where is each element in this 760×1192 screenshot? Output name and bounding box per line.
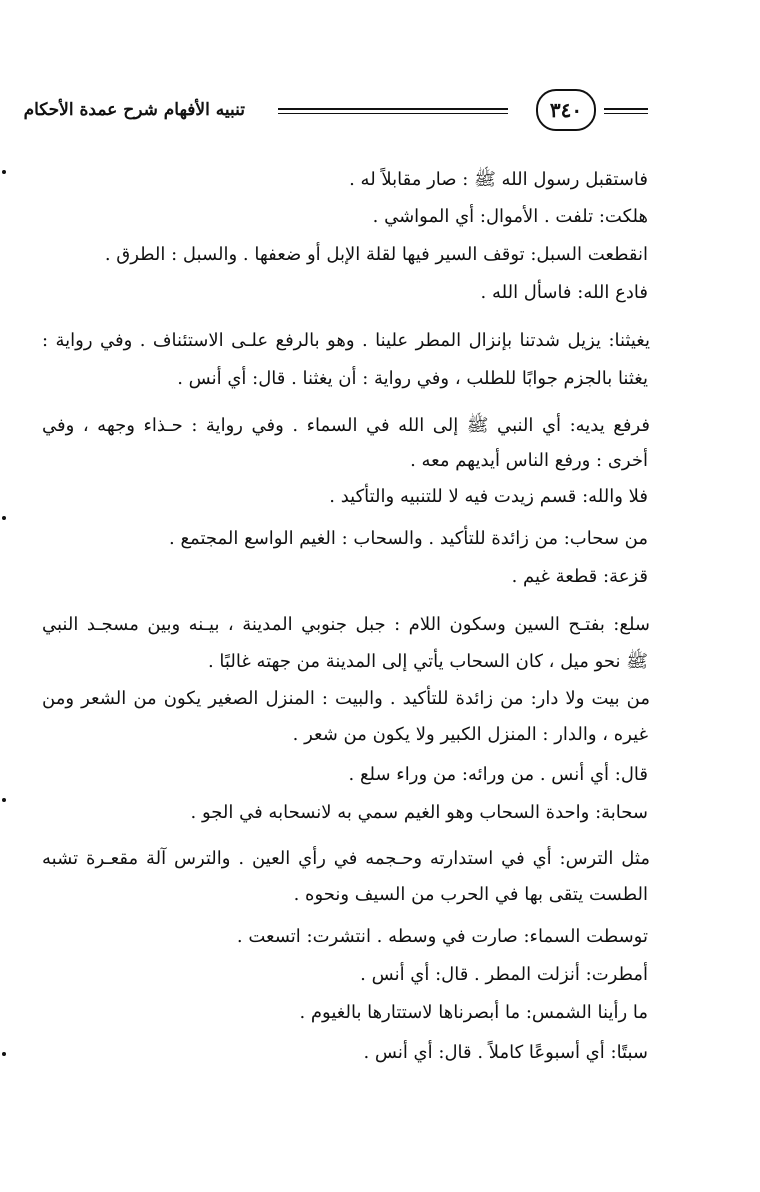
page-header: [0, 86, 760, 136]
text-line: سبتًا: أي أسبوعًا كاملاً . قال: أي أنس .: [363, 1042, 648, 1063]
text-line: أمطرت: أنزلت المطر . قال: أي أنس .: [360, 964, 648, 985]
text-line: انقطعت السبل: توقف السير فيها لقلة الإبل أو ضعفها . والسبل : الطرق .: [104, 244, 648, 265]
text-line: يغيثنا: يزيل شدتنا بإنزال المطر علينا . وهو بالرفع علـى الاستئناف . وفي رواية :: [42, 330, 650, 351]
text-line: غيره ، والدار : المنزل الكبير ولا يكون من شعر .: [292, 724, 648, 745]
margin-mark: [2, 1052, 6, 1056]
text-line: سلع: بفتـح السين وسكون اللام : جبل جنوبي المدينة ، بيـنه وبين مسجـد النبي: [42, 614, 650, 635]
header-rule-right: [604, 108, 648, 114]
text-line: قال: أي أنس . من ورائه: من وراء سلع .: [348, 764, 648, 785]
page-number: ٣٤٠: [536, 89, 596, 131]
running-title: تنبيه الأفهام شرح عمدة الأحكام: [23, 100, 245, 120]
margin-mark: [2, 798, 6, 802]
text-line: ﷺ نحو ميل ، كان السحاب يأتي إلى المدينة من جهته غالبًا .: [207, 651, 648, 672]
text-line: أخرى : ورفع الناس أيديهم معه .: [410, 450, 648, 471]
margin-mark: [2, 516, 6, 520]
text-line: قزعة: قطعة غيم .: [511, 566, 648, 587]
text-line: سحابة: واحدة السحاب وهو الغيم سمي به لانسحابه في الجو .: [190, 802, 648, 823]
text-line: من بيت ولا دار: من زائدة للتأكيد . والبيت : المنزل الصغير يكون من الشعر ومن: [42, 688, 650, 709]
text-line: فلا والله: قسم زيدت فيه لا للتنبيه والتأكيد .: [329, 486, 648, 507]
text-line: من سحاب: من زائدة للتأكيد . والسحاب : الغيم الواسع المجتمع .: [169, 528, 648, 549]
text-line: ما رأينا الشمس: ما أبصرناها لاستتارها بالغيوم .: [299, 1002, 648, 1023]
text-line: فاستقبل رسول الله ﷺ : صار مقابلاً له .: [349, 169, 648, 190]
text-line: يغثنا بالجزم جوابًا للطلب ، وفي رواية : أن يغثنا . قال: أي أنس .: [177, 368, 648, 389]
text-line: فرفع يديه: أي النبي ﷺ إلى الله في السماء . وفي رواية : حـذاء وجهه ، وفي: [42, 415, 650, 436]
text-line: الطست يتقى بها في الحرب من السيف ونحوه .: [293, 884, 648, 905]
margin-mark: [2, 170, 6, 174]
text-line: فادع الله: فاسأل الله .: [480, 282, 648, 303]
text-line: توسطت السماء: صارت في وسطه . انتشرت: اتسعت .: [236, 926, 648, 947]
header-rule-left: [278, 108, 508, 114]
text-line: هلكت: تلفت . الأموال: أي المواشي .: [372, 206, 648, 227]
text-line: مثل الترس: أي في استدارته وحـجمه في رأي العين . والترس آلة مقعـرة تشبه: [42, 848, 650, 869]
